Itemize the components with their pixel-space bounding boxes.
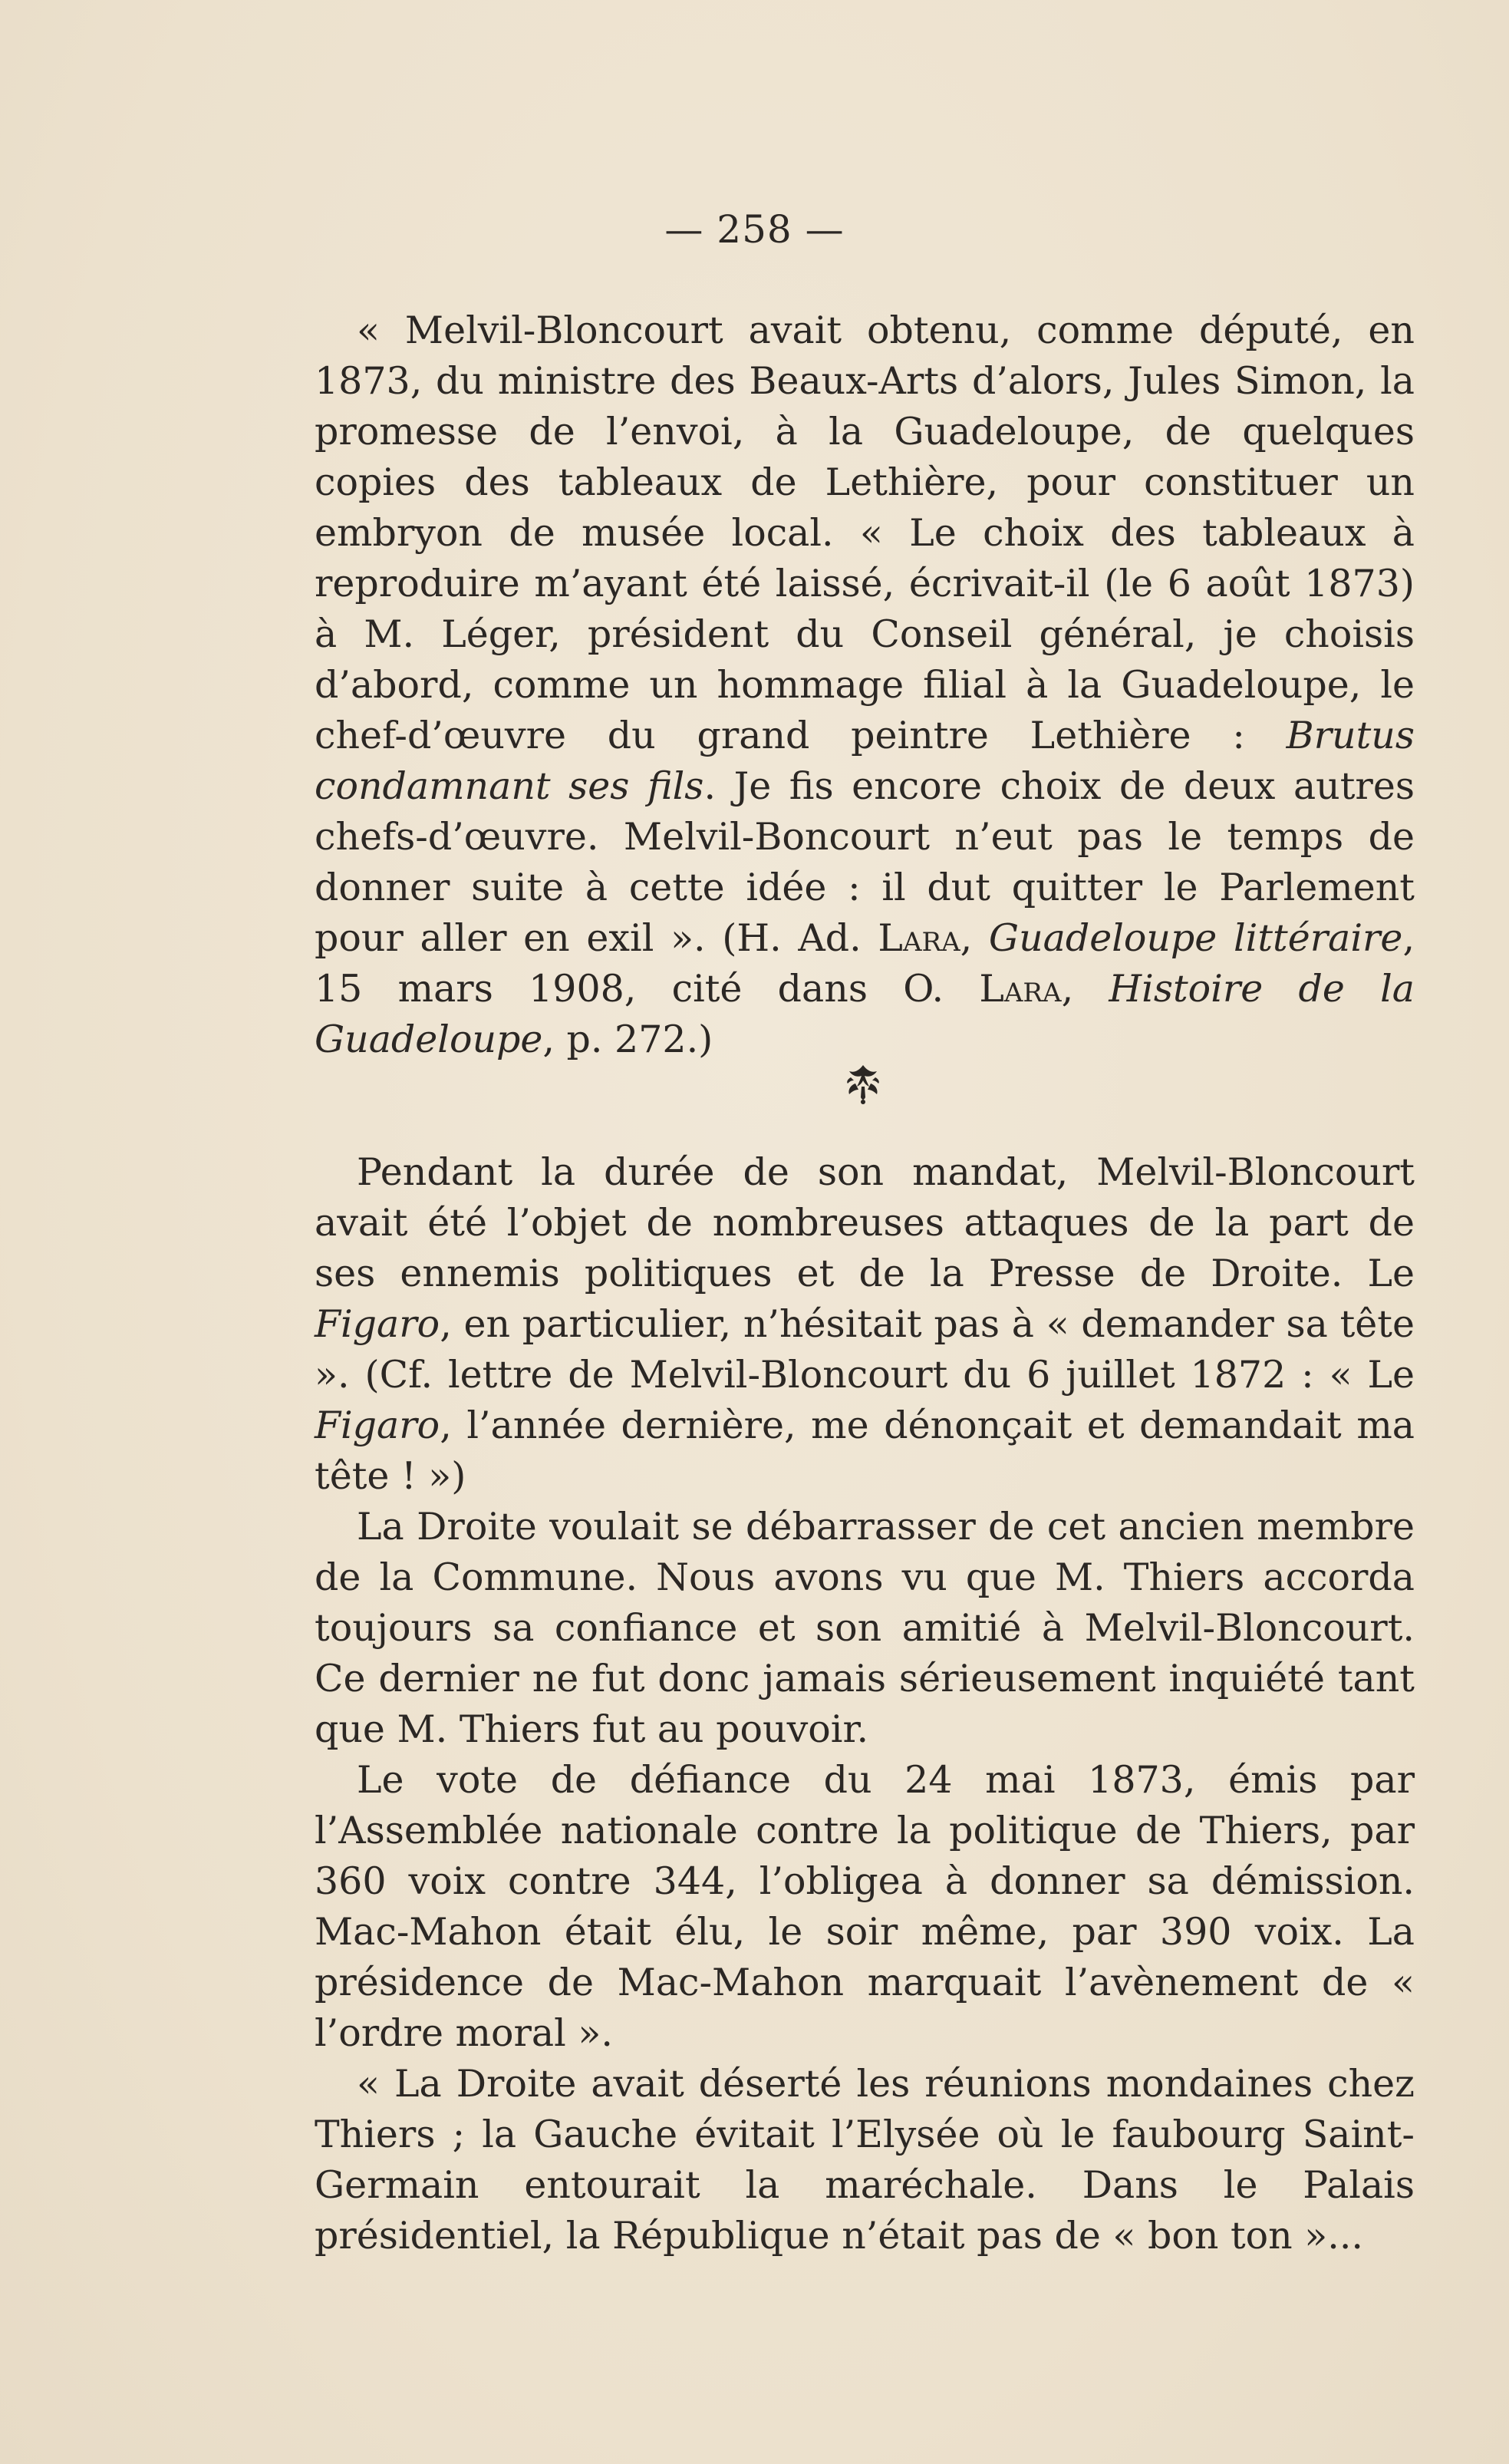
paragraph-2: La Droite voulait se débarrasser de cet ancien membre de la Commune. Nous avons vu que M. Thiers accorda toujours sa confiance et son amitié à Melvil-Bloncourt. Ce dernier ne fut donc jamais sérieusement inquiété tant que M. Thiers fut au pouvoir.: [315, 1505, 1415, 1751]
paragraph-1-text-a: Pendant la durée de son mandat, Melvil-Bloncourt avait été l’objet de nombreuses attaques de la part de ses ennemis politiques et de la Presse de Droite. Le: [315, 1150, 1415, 1295]
newspaper-title: Figaro: [315, 1302, 440, 1346]
page-number: — 258 —: [664, 207, 845, 252]
quote-text-middle: . Je fis encore choix de deux autres chefs-d’œuvre. Melvil-Boncourt n’eut pas le temps de donner suite à cette idée : il dut quitter le Parlement pour aller en exil ». (H. Ad.: [315, 764, 1415, 960]
quote-text-middle-2: , 15 mars 1908, cité dans O.: [315, 916, 1415, 1011]
newspaper-title: Figaro: [315, 1404, 440, 1447]
fleuron-icon: [840, 1060, 886, 1107]
separator: ,: [1061, 967, 1109, 1011]
paragraph-1-text-c: , l’année dernière, me dénonçait et demandait ma tête ! »): [315, 1404, 1415, 1498]
quote-block: [315, 305, 1415, 1065]
book-title: Histoire de la Guadeloupe: [315, 967, 1415, 1061]
author-name: Lara: [979, 967, 1062, 1011]
paragraph-4: « La Droite avait déserté les réunions mondaines chez Thiers ; la Gauche évitait l’Elysée où le faubourg Saint-Germain entourait la maréchale. Dans le Palais présidentiel, la République n’était pas de « bon ton »...: [315, 2062, 1415, 2258]
paragraph-3: Le vote de défiance du 24 mai 1873, émis par l’Assemblée nationale contre la politique de Thiers, par 360 voix contre 344, l’obligea à donner sa démission. Mac-Mahon était élu, le soir même, par 390 voix. La présidence de Mac-Mahon marquait l’avènement de « l’ordre moral ».: [315, 1758, 1415, 2055]
quote-paragraph: [315, 305, 1415, 1065]
painting-title: Brutus condamnant ses fils: [315, 714, 1415, 808]
separator: ,: [960, 916, 989, 960]
quote-text-open: « Melvil-Bloncourt avait obtenu, comme député, en 1873, du ministre des Beaux-Arts d’alors, Jules Simon, la promesse de l’envoi, à la Guadeloupe, de quelques copies des tableaux de Lethière, pour constituer un embryon de musée local. « Le choix des tableaux à reproduire m’ayant été laissé, écrivait-il (le 6 août 1873) à M. Léger, président du Conseil général, je choisis d’abord, comme un hommage filial à la Guadeloupe, le chef-d’œuvre du grand peintre Lethière :: [315, 308, 1415, 757]
body-text: [315, 1147, 1415, 2261]
paragraph-1: [315, 1147, 1415, 1502]
author-name: Lara: [878, 916, 960, 960]
paragraph-1-text-b: , en particulier, n’hésitait pas à « demander sa tête ». (Cf. lettre de Melvil-Bloncourt du 6 juillet 1872 : « Le: [315, 1302, 1415, 1397]
quote-text-end: , p. 272.): [542, 1018, 713, 1061]
journal-title: Guadeloupe littéraire: [988, 916, 1403, 960]
